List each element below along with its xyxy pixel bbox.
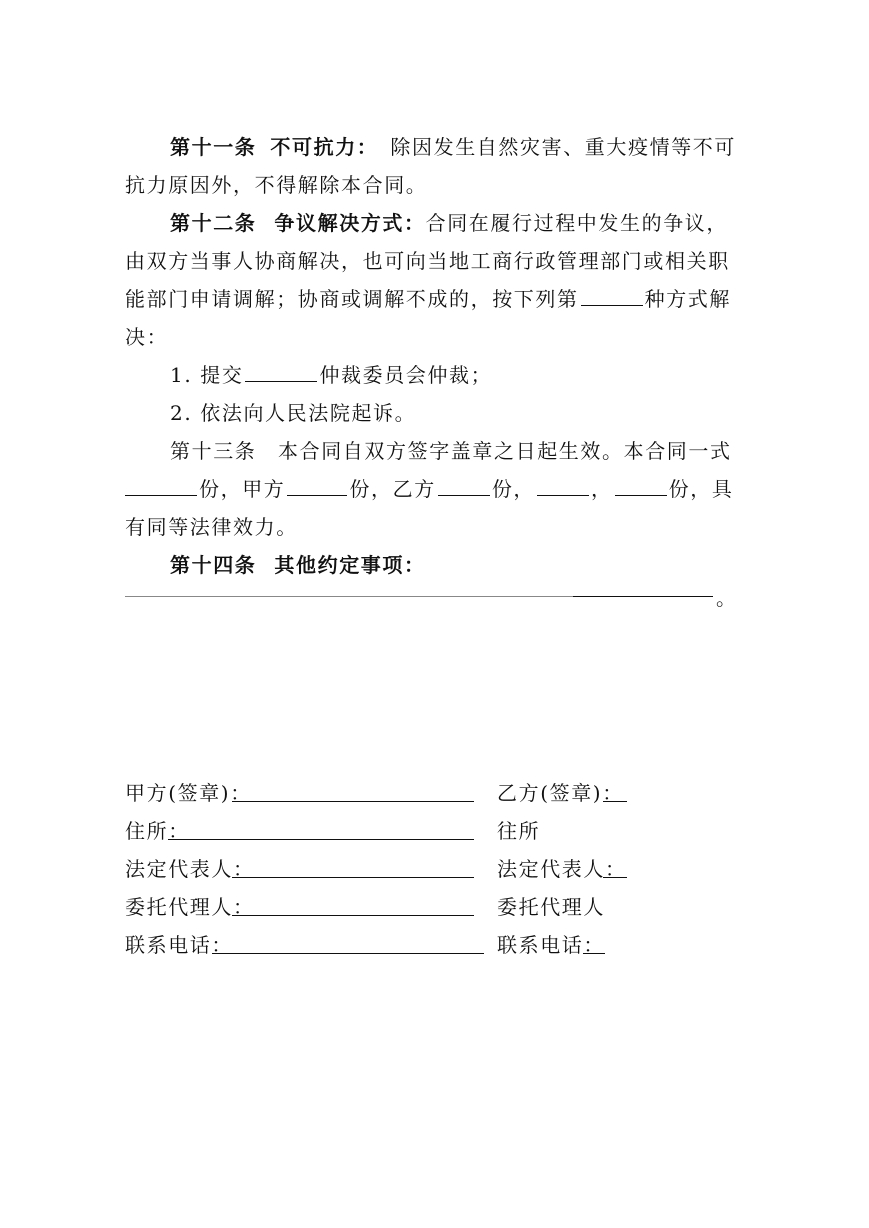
party-a-copies-blank[interactable]	[287, 477, 347, 496]
party-a-agent-label: 委托代理人：	[125, 895, 255, 919]
article13-seg4: 份，具	[668, 477, 734, 501]
article13-seg3: 份，	[491, 477, 536, 501]
party-b-legal-rep-field[interactable]	[603, 877, 627, 878]
article13-seg2: 份，乙方	[349, 477, 436, 501]
article12-text: 合同在履行过程中发生的争议，	[425, 211, 729, 235]
party-b-sign-label: 乙方(签章)：	[497, 781, 624, 805]
party-a-legal-rep-field[interactable]	[232, 877, 474, 878]
article11-heading: 第十一条	[170, 135, 257, 159]
party-b-agent-label: 委托代理人	[497, 895, 605, 919]
party-b-phone-field[interactable]	[583, 953, 605, 954]
article13-seg1: 份，甲方	[199, 477, 286, 501]
option1-a: 1. 提交	[170, 363, 244, 387]
article11-title: 不可抗力：	[270, 135, 379, 159]
party-a-phone-label: 联系电话：	[125, 933, 233, 957]
article11-line2: 抗力原因外，不得解除本合同。	[125, 173, 428, 197]
other-copies-blank[interactable]	[615, 477, 667, 496]
article12-option1	[125, 361, 750, 389]
article12-title: 争议解决方式：	[274, 211, 426, 235]
article12-heading: 第十二条	[170, 211, 257, 235]
party-b-copies-blank[interactable]	[438, 477, 490, 496]
option2: 2. 依法向人民法院起诉。	[170, 401, 417, 425]
article12-line2: 由双方当事人协商解决，也可向当地工商行政管理部门或相关职	[125, 249, 730, 273]
party-b-legal-rep-label: 法定代表人：	[497, 857, 627, 881]
article13-line3: 有同等法律效力。	[125, 515, 298, 539]
party-a-address-field[interactable]	[168, 839, 474, 840]
party-b-address-label: 往所	[497, 819, 541, 843]
article12-line3-a: 能部门申请调解；协商或调解不成的，按下列第	[125, 287, 579, 311]
other-terms-line-b[interactable]	[573, 596, 713, 597]
article13-line2	[125, 475, 750, 503]
article12-line1	[125, 209, 750, 237]
article11-line1	[125, 133, 750, 161]
article14-title: 其他约定事项：	[274, 553, 426, 577]
article14-end-mark: 。	[716, 586, 738, 610]
article14-line1	[125, 551, 750, 579]
article11-text: 除因发生自然灾害、重大疫情等不可	[390, 135, 737, 159]
article13-comma: ，	[591, 477, 613, 501]
article12-option2	[125, 399, 750, 427]
article13-line1	[125, 437, 750, 465]
article14-heading: 第十四条	[170, 553, 257, 577]
party-a-address-label: 住所：	[125, 819, 190, 843]
total-copies-blank[interactable]	[125, 477, 197, 496]
party-a-phone-field[interactable]	[212, 953, 484, 954]
party-b-phone-label: 联系电话：	[497, 933, 605, 957]
article12-line4: 决：	[125, 325, 169, 349]
party-a-legal-rep-label: 法定代表人：	[125, 857, 255, 881]
party-a-agent-field[interactable]	[232, 915, 474, 916]
other-party-blank[interactable]	[537, 477, 589, 496]
article13-text: 第十三条 本合同自双方签字盖章之日起生效。本合同一式	[170, 439, 732, 463]
article12-line3-b: 种方式解	[644, 287, 732, 311]
party-b-sign-field[interactable]	[603, 801, 627, 802]
resolution-method-blank[interactable]	[581, 287, 643, 306]
party-a-sign-field[interactable]	[232, 801, 474, 802]
other-terms-line-a[interactable]	[125, 596, 573, 597]
arbitration-commission-blank[interactable]	[245, 363, 317, 382]
option1-b: 仲裁委员会仲裁；	[319, 363, 493, 387]
party-a-sign-label: 甲方(签章)：	[125, 781, 252, 805]
article12-line3	[125, 285, 750, 313]
